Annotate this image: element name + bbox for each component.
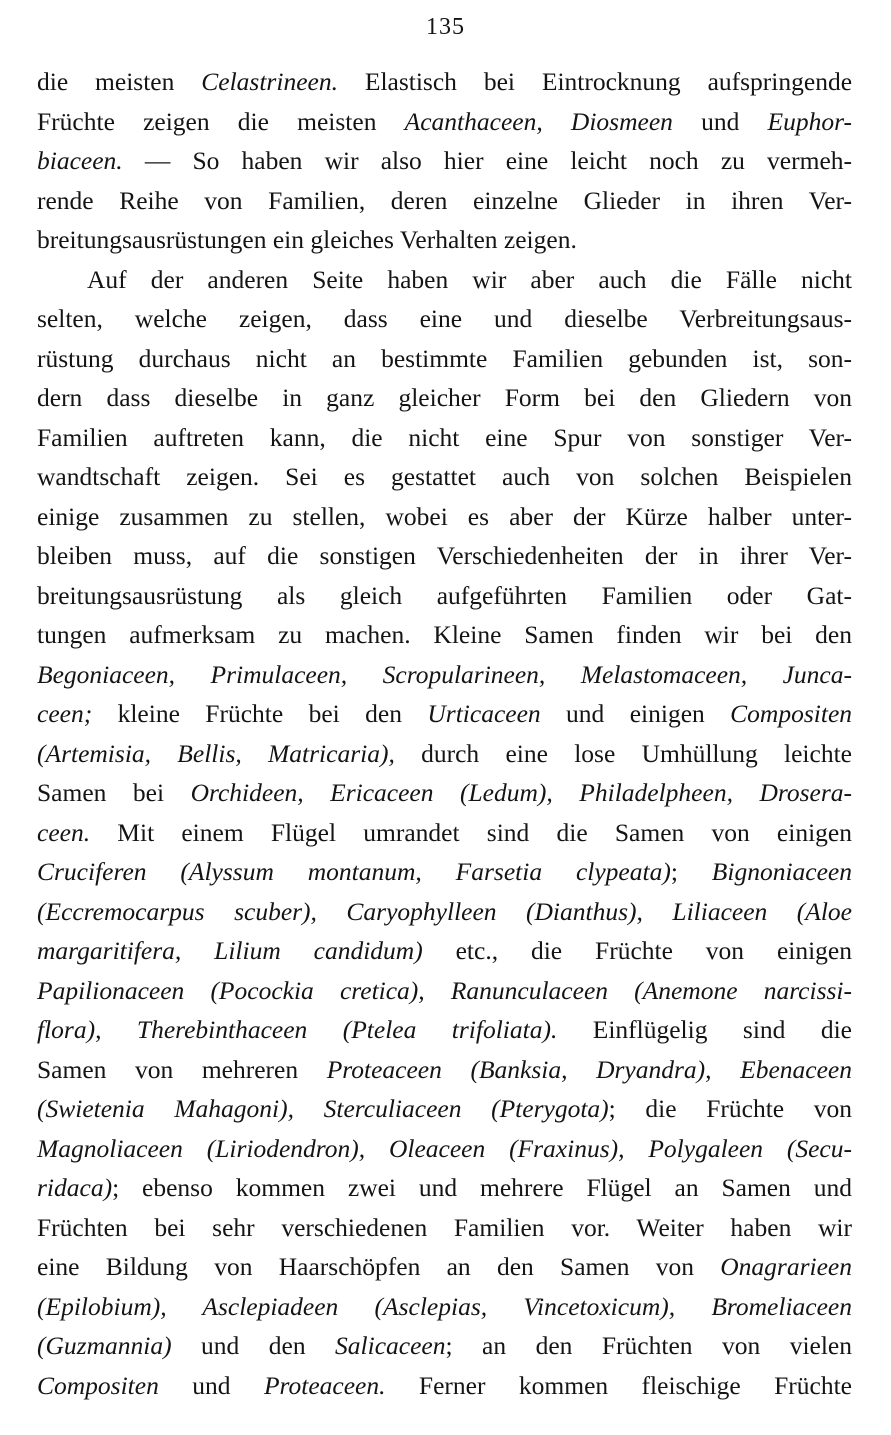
italic-text-run: Celastrineen. bbox=[201, 67, 338, 96]
italic-text-run: Salicaceen bbox=[335, 1331, 446, 1360]
italic-text-run: Urticaceen bbox=[427, 699, 541, 728]
text-line bbox=[37, 102, 852, 142]
text-run: rüstung durchaus nicht an bestimmte Familien gebunden ist, son- bbox=[37, 343, 852, 373]
text-run: Elastisch bei Eintrocknung aufspringende bbox=[337, 67, 853, 96]
text-run bbox=[543, 107, 571, 136]
text-run: — So haben wir also hier eine leicht noch zu vermeh- bbox=[122, 146, 852, 175]
text-line bbox=[37, 813, 852, 853]
italic-text-run: Diosmeen bbox=[570, 106, 673, 136]
italic-text-run: Euphor- bbox=[767, 106, 852, 136]
italic-text-run: Compositen bbox=[730, 699, 853, 728]
text-run: tungen aufmerksam zu machen. Kleine Samen finden wir bei den bbox=[37, 620, 852, 649]
text-line bbox=[37, 773, 852, 813]
italic-text-run: (Artemisia, Bellis, Matricaria), bbox=[37, 738, 395, 768]
text-run: durch eine lose Umhüllung leichte bbox=[394, 738, 852, 768]
italic-text-run: ridaca) bbox=[37, 1173, 113, 1202]
text-run: selten, welche zeigen, dass eine und dieselbe Verbreitungsaus- bbox=[37, 304, 852, 333]
text-line bbox=[37, 1010, 852, 1050]
text-run: ; die Früchte von bbox=[608, 1094, 852, 1123]
text-line bbox=[37, 615, 852, 655]
text-line bbox=[37, 694, 852, 734]
italic-text-run: (Guzmannia) bbox=[37, 1331, 172, 1360]
text-line bbox=[37, 497, 852, 537]
body-text bbox=[37, 62, 852, 1405]
text-line bbox=[37, 734, 852, 774]
text-line bbox=[37, 418, 852, 458]
text-line bbox=[37, 220, 852, 260]
italic-text-run: Compositen bbox=[37, 1370, 159, 1400]
text-run: ; bbox=[670, 857, 712, 886]
text-run: dern dass dieselbe in ganz gleicher Form bei den Gliedern von bbox=[37, 383, 852, 412]
italic-text-run: margaritifera, Lilium candidum) bbox=[37, 936, 423, 965]
text-run: Einflügelig sind die bbox=[557, 1015, 852, 1044]
text-line bbox=[37, 62, 852, 102]
italic-text-run: Proteaceen (Banksia, Dryandra), Ebenaceen bbox=[326, 1054, 852, 1084]
italic-text-run: Begoniaceen, Primulaceen, Scropularineen, Melastomaceen, Junca- bbox=[37, 659, 852, 689]
text-run: kleine Früchte bei den bbox=[92, 699, 428, 728]
text-run: breitungsausrüstungen ein gleiches Verhalten zeigen. bbox=[37, 225, 577, 254]
text-run: und einigen bbox=[540, 699, 731, 728]
text-line bbox=[37, 141, 852, 181]
text-line bbox=[37, 378, 852, 418]
italic-text-run: Onagrarieen bbox=[720, 1252, 852, 1281]
italic-text-run: ceen. bbox=[37, 817, 91, 847]
italic-text-run: Bignoniaceen bbox=[711, 857, 852, 886]
text-run: breitungsausrüstung als gleich aufgeführten Familien oder Gat- bbox=[37, 580, 852, 610]
text-run: Früchten bei sehr verschiedenen Familien vor. Weiter haben wir bbox=[37, 1212, 852, 1242]
text-line bbox=[37, 181, 852, 221]
text-run: Früchte zeigen die meisten bbox=[37, 106, 405, 136]
text-line bbox=[37, 852, 852, 892]
text-run: wandtschaft zeigen. Sei es gestattet auch von solchen Beispielen bbox=[37, 462, 852, 491]
text-line bbox=[37, 299, 852, 339]
text-run: eine Bildung von Haarschöpfen an den Samen von bbox=[37, 1252, 721, 1281]
text-run: einige zusammen zu stellen, wobei es aber der Kürze halber unter- bbox=[37, 501, 852, 531]
text-line bbox=[37, 339, 852, 379]
italic-text-run: (Swietenia Mahagoni), Sterculiaceen (Pterygota) bbox=[37, 1094, 609, 1123]
italic-text-run: flora), Therebinthaceen (Ptelea trifoliata). bbox=[37, 1015, 558, 1044]
italic-text-run: (Eccremocarpus scuber), Caryophylleen (Dianthus), Liliaceen (Aloe bbox=[37, 896, 852, 926]
italic-text-run: ceen; bbox=[37, 699, 93, 728]
text-line bbox=[37, 576, 852, 616]
text-run: Ferner kommen fleischige Früchte bbox=[385, 1370, 853, 1400]
text-line bbox=[37, 892, 852, 932]
text-line bbox=[37, 931, 852, 971]
text-run: und den bbox=[171, 1331, 336, 1360]
page-number: 135 bbox=[426, 14, 465, 40]
text-run: und bbox=[158, 1370, 264, 1400]
text-line bbox=[37, 971, 852, 1011]
text-line bbox=[37, 1168, 852, 1208]
text-line bbox=[37, 1287, 852, 1327]
italic-text-run: (Epilobium), Asclepiadeen (Asclepias, Vincetoxicum), Bromeliaceen bbox=[37, 1291, 852, 1321]
text-line bbox=[37, 260, 852, 300]
text-line bbox=[37, 1089, 852, 1129]
text-line bbox=[37, 1050, 852, 1090]
text-line bbox=[37, 536, 852, 576]
text-line bbox=[37, 1247, 852, 1287]
italic-text-run: biaceen. bbox=[37, 146, 123, 175]
text-line bbox=[37, 1366, 852, 1406]
text-line bbox=[37, 1208, 852, 1248]
text-line bbox=[37, 1326, 852, 1366]
italic-text-run: Papilionaceen (Pocockia cretica), Ranunculaceen (Anemone narcissi- bbox=[37, 975, 852, 1005]
text-run: ; an den Früchten von vielen bbox=[445, 1331, 852, 1360]
text-run: Familien auftreten kann, die nicht eine Spur von sonstiger Ver- bbox=[37, 422, 852, 452]
text-line bbox=[37, 1129, 852, 1169]
italic-text-run: Magnoliaceen (Liriodendron), Oleaceen (Fraxinus), Polygaleen (Secu- bbox=[37, 1133, 852, 1163]
text-run: bleiben muss, auf die sonstigen Verschiedenheiten der in ihrer Ver- bbox=[37, 541, 852, 570]
text-run: die meisten bbox=[37, 67, 202, 96]
italic-text-run: Cruciferen (Alyssum montanum, Farsetia clypeata) bbox=[37, 857, 671, 886]
text-run: Mit einem Flügel umrandet sind die Samen von einigen bbox=[90, 817, 852, 847]
text-run: und bbox=[672, 106, 768, 136]
text-run: rende Reihe von Familien, deren einzelne Glieder in ihren Ver- bbox=[37, 185, 852, 215]
italic-text-run: Acanthaceen, bbox=[404, 106, 543, 136]
italic-text-run: Orchideen, Ericaceen (Ledum), Philadelpheen, Drosera- bbox=[190, 778, 852, 807]
text-run: Samen bei bbox=[37, 778, 191, 807]
text-run: ; ebenso kommen zwei und mehrere Flügel an Samen und bbox=[112, 1173, 852, 1202]
text-run: Auf der anderen Seite haben wir aber auch die Fälle nicht bbox=[87, 264, 852, 294]
text-line bbox=[37, 655, 852, 695]
text-line bbox=[37, 457, 852, 497]
text-run: Samen von mehreren bbox=[37, 1054, 327, 1084]
text-run: etc., die Früchte von einigen bbox=[422, 936, 852, 965]
italic-text-run: Proteaceen. bbox=[263, 1370, 386, 1400]
